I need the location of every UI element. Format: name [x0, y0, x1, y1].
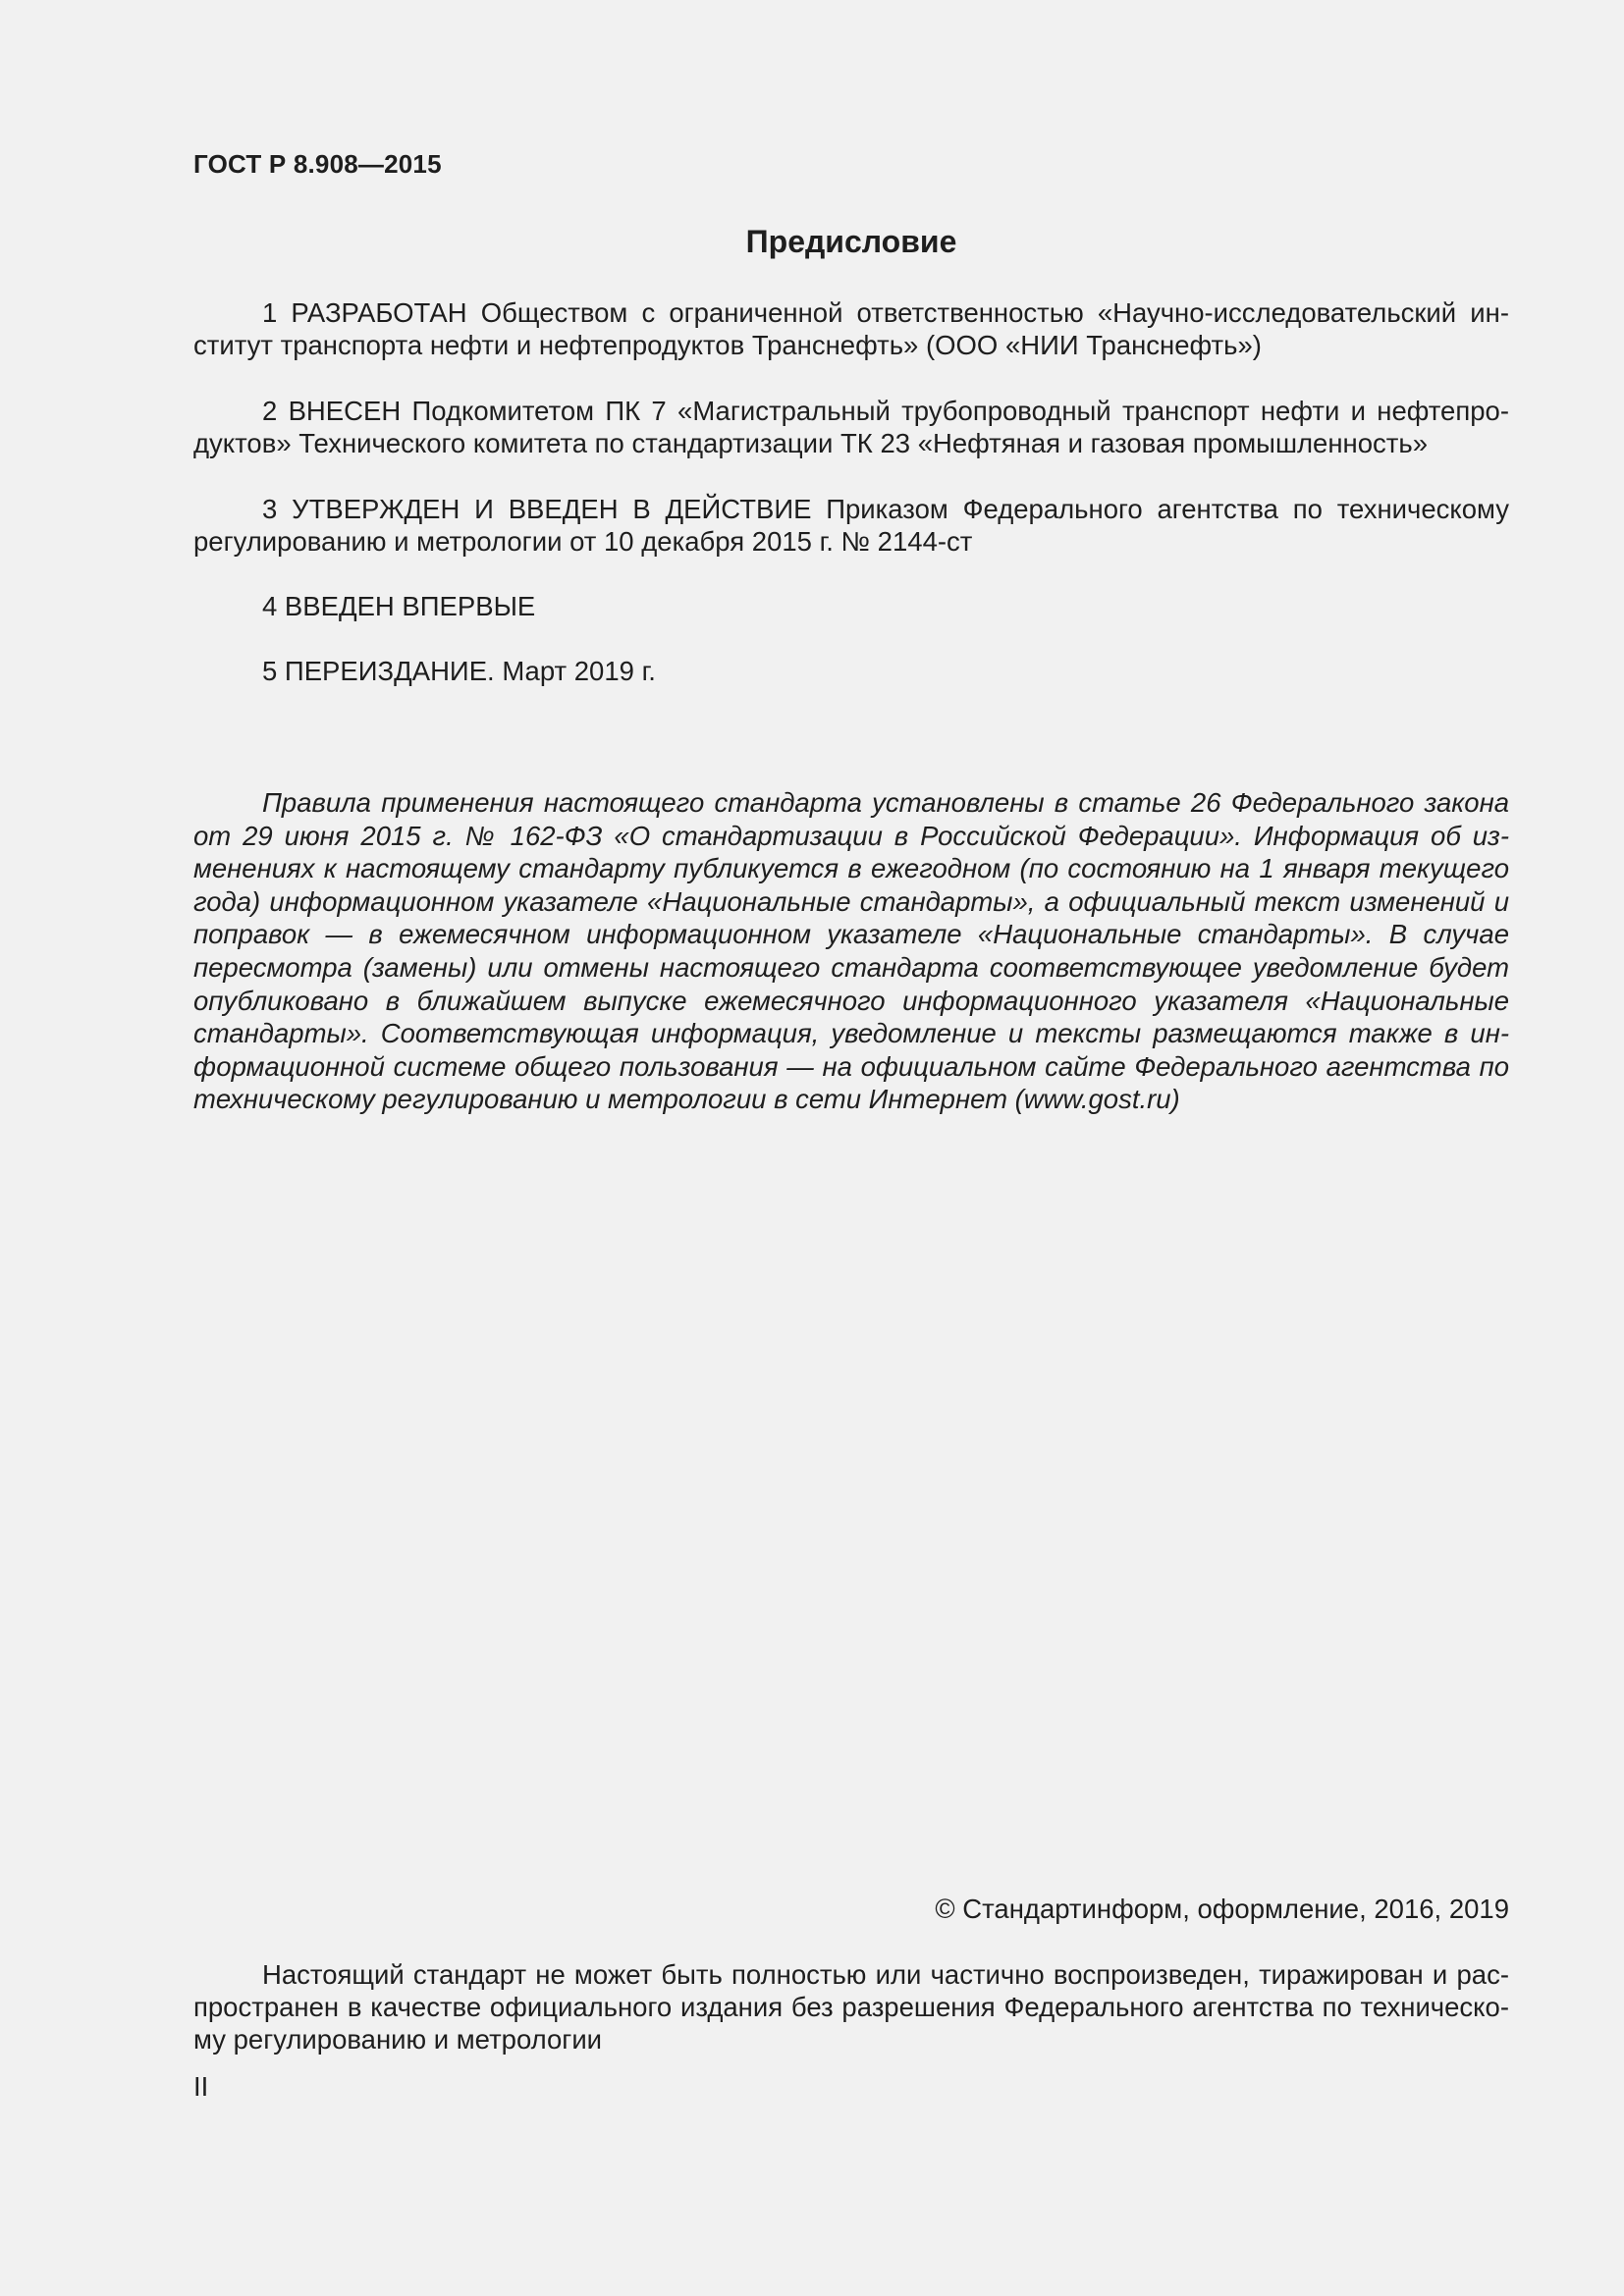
foreword-item-first-introduced: 4 ВВЕДЕН ВПЕРВЫЕ [262, 591, 536, 621]
foreword-item-reissue: 5 ПЕРЕИЗДАНИЕ. Март 2019 г. [262, 656, 656, 686]
copyright-line: © Стандартинформ, оформление, 2016, 2019 [935, 1894, 1509, 1924]
section-title: Предисловие [745, 224, 957, 259]
document-code: ГОСТ Р 8.908—2015 [193, 149, 442, 179]
application-rules-paragraph: Правила применения настоящего стандарта установлены в статье 26 Федерального закона от 29 июня 2015 г. № 162-ФЗ «О стандартизации в Российской Федерации». Информация об изменениях к настоящему стандарту публикуется в ежегодном (по состоянию на 1 января текущего года) информационном указателе «Национальные стандарты», а официальный текст изменений и поправок — в ежемесячном информационном указателе «Национальные стандарты». В случае пересмотра (замены) или отмены настоящего стандарта соответствующее уведомление будет опубликовано в ближайшем выпуске ежемесячного информационного указателя «Национальные стандарты». Соответствующая информация, уведомление и тексты размещаются также в информационной системе общего пользования — на официальном сайте Федерального агентства по техническому регулированию и метрологии в сети Интернет (www.gost.ru) [193, 787, 1509, 1115]
foreword-item-introduced: 2 ВНЕСЕН Подкомитетом ПК 7 «Магистральный трубопроводный транспорт нефти и нефтепродуктов» Технического комитета по стандартизации ТК 23 «Нефтяная и газовая промышленность» [193, 396, 1509, 458]
page-number: II [193, 2071, 209, 2102]
foreword-item-approved: 3 УТВЕРЖДЕН И ВВЕДЕН В ДЕЙСТВИЕ Приказом Федерального агентства по техническому регулированию и метрологии от 10 декабря 2015 г. № 2144-ст [193, 494, 1509, 557]
foreword-item-developed: 1 РАЗРАБОТАН Обществом с ограниченной ответственностью «Научно-исследовательский институт транспорта нефти и нефтепродуктов Транснефть» (ООО «НИИ Транснефть») [193, 297, 1509, 360]
reproduction-notice: Настоящий стандарт не может быть полностью или частично воспроизведен, тиражирован и распространен в качестве официального издания без разрешения Федерального агентства по техническому регулированию и метрологии [193, 1959, 1509, 2055]
